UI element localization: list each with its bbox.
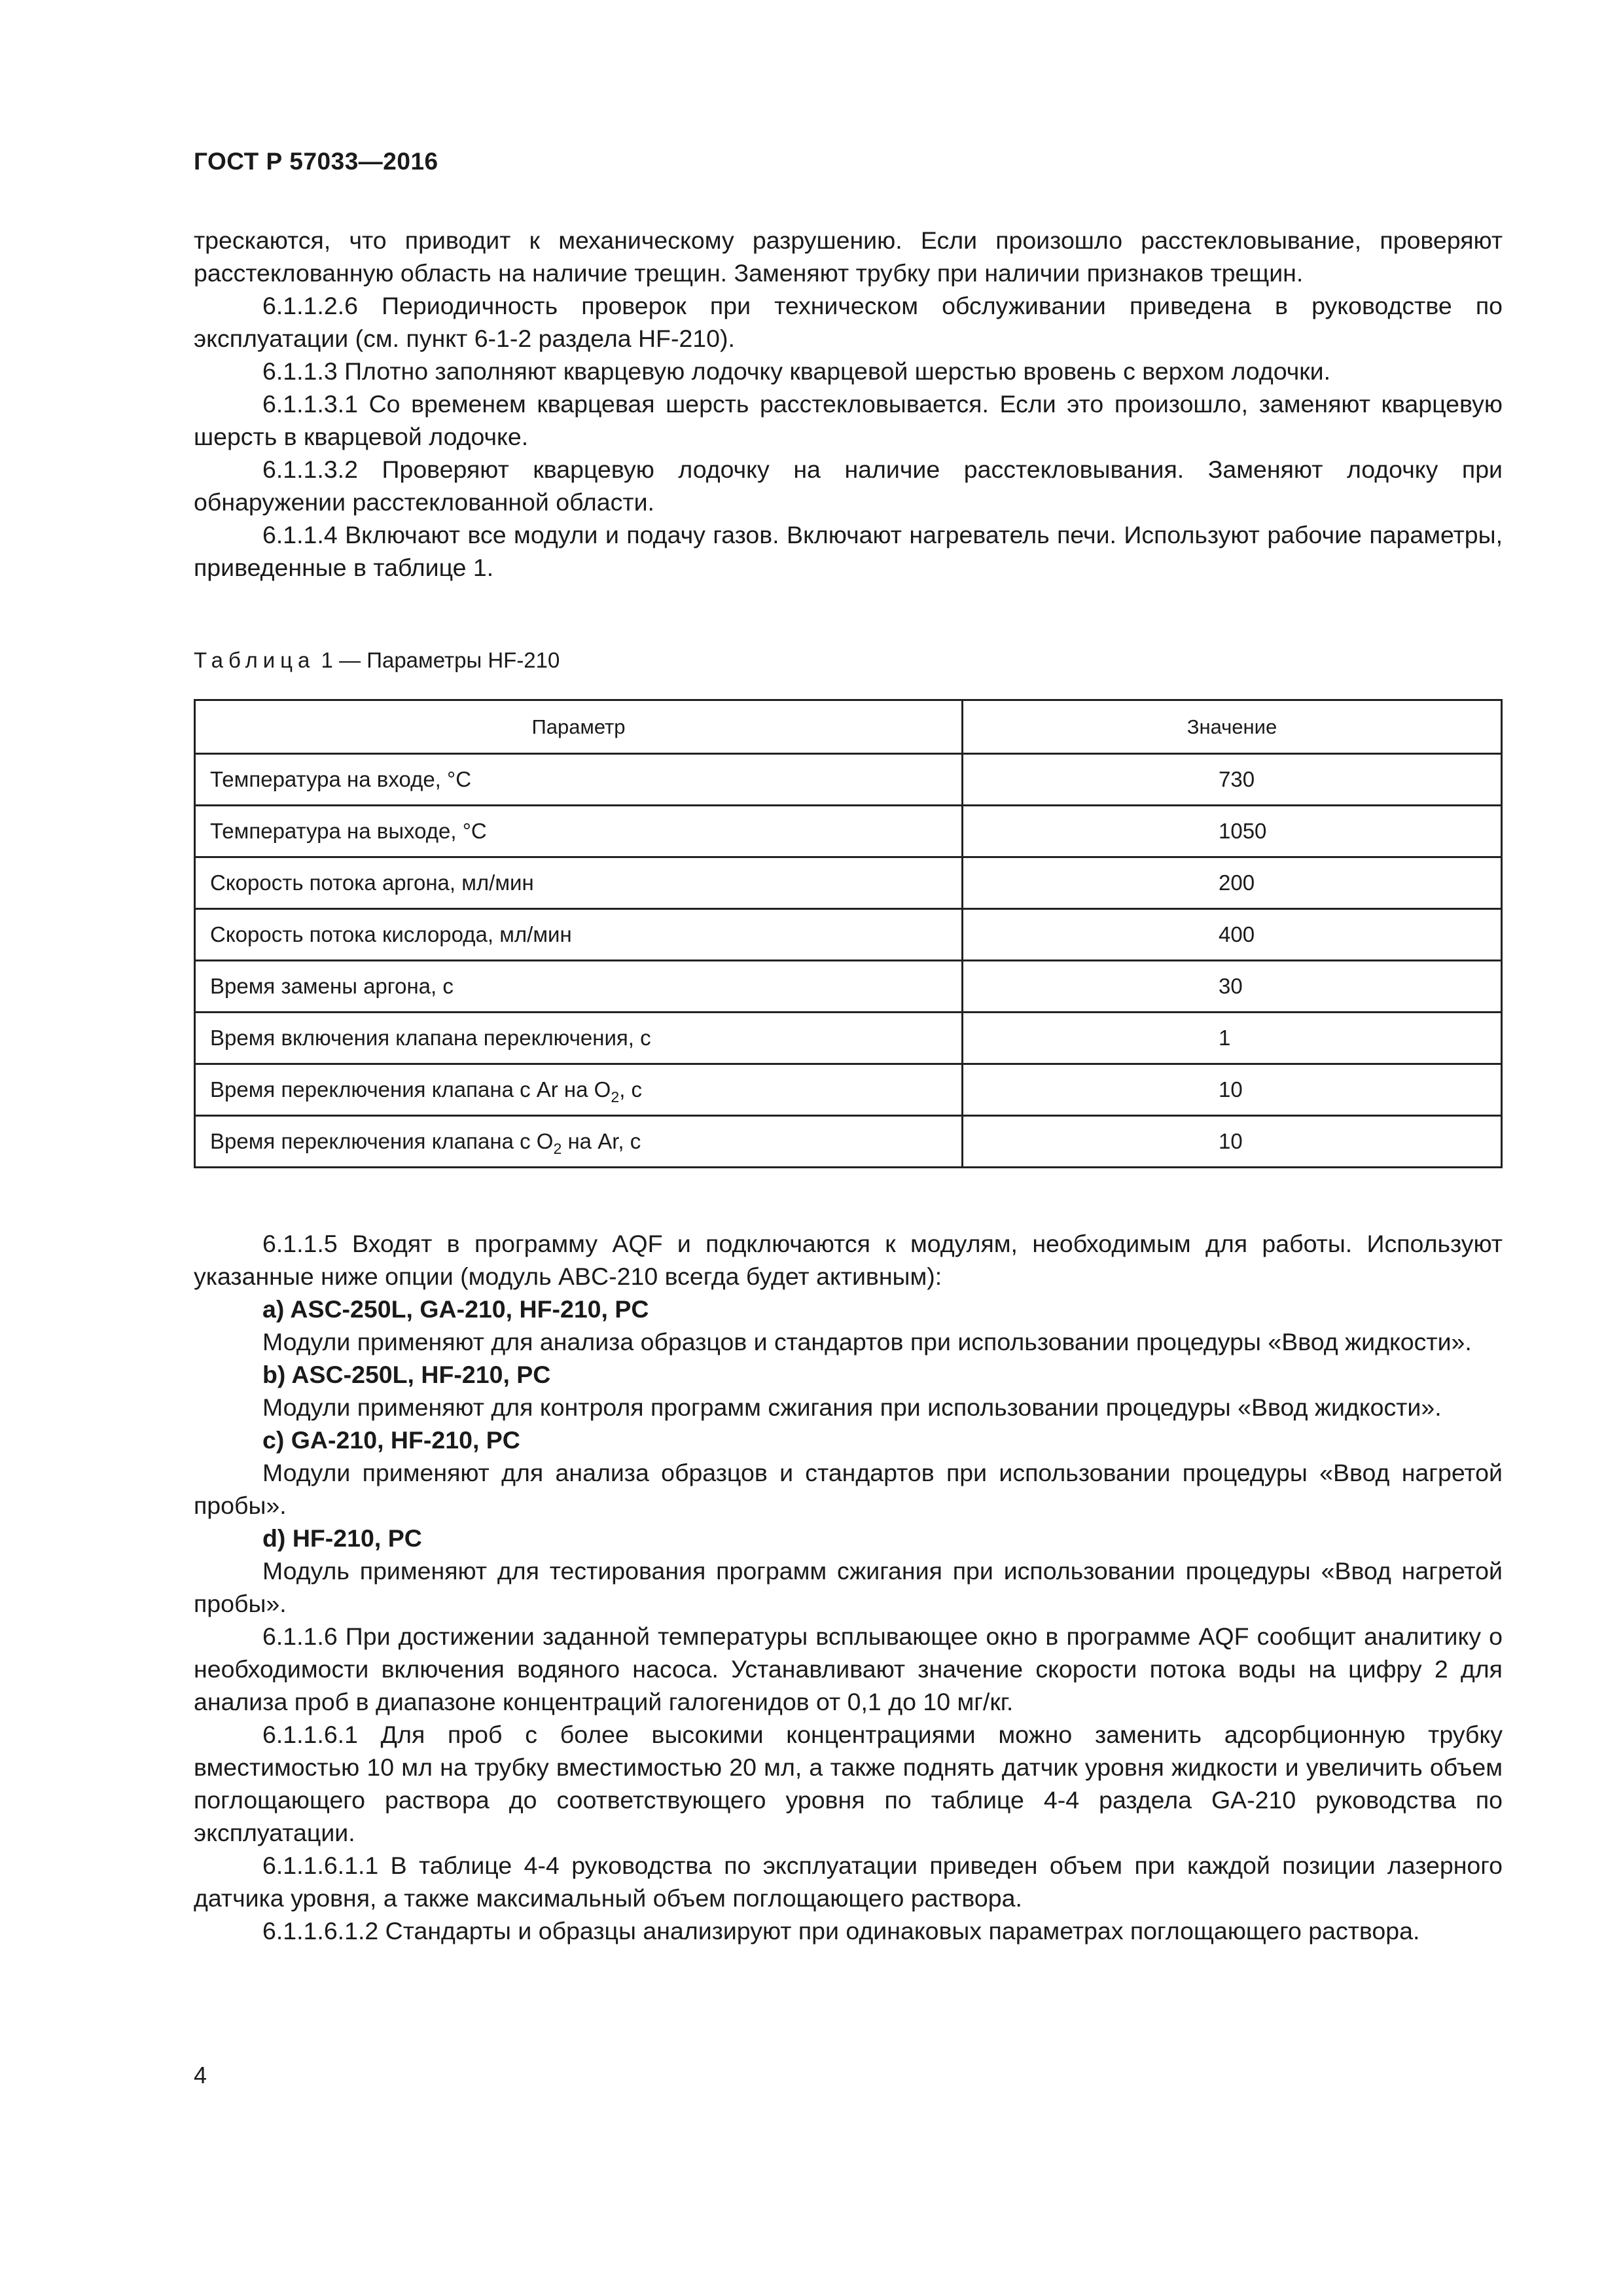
paragraph: 6.1.1.2.6 Периодичность проверок при техническом обслуживании приведена в руководстве по эксплуатации (см. пункт 6-1-2 раздела HF-210). [194,292,1503,352]
paragraph: Модули применяют для контроля программ сжигания при использовании процедуры «Ввод жидкости». [262,1393,1442,1421]
param-cell: Скорость потока кислорода, мл/мин [195,909,963,961]
paragraph: 6.1.1.6 При достижении заданной температуры всплывающее окно в программе AQF сообщит аналитику о необходимости включения водяного насоса. Устанавливают значение скорости потока воды на цифру 2 для анализа проб в диапазоне концентраций галогенидов от 0,1 до 10 мг/кг. [194,1623,1503,1715]
table-row [195,754,1502,806]
value-cell: 1050 [963,806,1502,857]
table-row [195,1013,1502,1064]
param-cell [195,1064,963,1116]
paragraph: 6.1.1.6.1.2 Стандарты и образцы анализируют при одинаковых параметрах поглощающего раствора. [262,1917,1420,1945]
table-row [195,806,1502,857]
paragraph: 6.1.1.3 Плотно заполняют кварцевую лодочку кварцевой шерстью вровень с верхом лодочки. [262,357,1331,385]
table-header-row [195,700,1502,754]
column-header-parameter: Параметр [195,700,963,754]
param-cell: Время включения клапана переключения, с [195,1013,963,1064]
body-text-bottom [194,1227,1503,1947]
table-row [195,961,1502,1013]
table-caption [194,648,560,673]
value-cell: 10 [963,1064,1502,1116]
column-header-value: Значение [963,700,1502,754]
paragraph: 6.1.1.3.1 Со временем кварцевая шерсть расстекловывается. Если это произошло, заменяют кварцевую шерсть в кварцевой лодочке. [194,390,1503,450]
option-heading: d) HF-210, PC [262,1524,422,1552]
value-cell: 30 [963,961,1502,1013]
param-cell: Скорость потока аргона, мл/мин [195,857,963,909]
body-text-top [194,224,1503,584]
param-cell: Температура на входе, °С [195,754,963,806]
table-row [195,909,1502,961]
param-text: Время переключения клапана с Ar на O [210,1077,611,1102]
parameters-table [194,699,1503,1168]
paragraph: 6.1.1.3.2 Проверяют кварцевую лодочку на наличие расстекловывания. Заменяют лодочку при обнаружении расстеклованной области. [194,456,1503,516]
value-cell: 200 [963,857,1502,909]
paragraph: Модуль применяют для тестирования программ сжигания при использовании процедуры «Ввод нагретой пробы». [194,1557,1503,1617]
param-cell [195,1116,963,1168]
table-row [195,857,1502,909]
option-heading: b) ASC-250L, HF-210, PC [262,1361,551,1388]
param-text: Время переключения клапана с O [210,1129,554,1153]
value-cell: 1 [963,1013,1502,1064]
paragraph: Модули применяют для анализа образцов и стандартов при использовании процедуры «Ввод жидкости». [262,1328,1472,1355]
subscript: 2 [553,1140,562,1158]
paragraph: 6.1.1.5 Входят в программу AQF и подключаются к модулям, необходимым для работы. Используют указанные ниже опции (модуль ABC-210 всегда будет активным): [194,1230,1503,1290]
document-header: ГОСТ Р 57033—2016 [194,148,438,175]
paragraph: трескаются, что приводит к механическому разрушению. Если произошло расстекловывание, проверяют расстеклованную область на наличие трещин. Заменяют трубку при наличии признаков трещин. [194,226,1503,287]
paragraph: 6.1.1.4 Включают все модули и подачу газов. Включают нагреватель печи. Используют рабочие параметры, приведенные в таблице 1. [194,521,1503,581]
value-cell: 730 [963,754,1502,806]
page-number: 4 [194,2062,207,2089]
table-caption-title: 1 — Параметры HF-210 [315,648,560,672]
table-row [195,1116,1502,1168]
param-text: на Ar, с [562,1129,641,1153]
option-heading: c) GA-210, HF-210, PC [262,1426,520,1454]
value-cell: 10 [963,1116,1502,1168]
param-cell: Время замены аргона, с [195,961,963,1013]
value-cell: 400 [963,909,1502,961]
option-heading: a) ASC-250L, GA-210, HF-210, PC [262,1295,649,1323]
subscript: 2 [611,1088,620,1106]
paragraph: 6.1.1.6.1 Для проб с более высокими концентрациями можно заменить адсорбционную трубку вместимостью 10 мл на трубку вместимостью 20 мл, а также поднять датчик уровня жидкости и увеличить объем поглощающего раствора до соответствующего уровня по таблице 4-4 раздела GA-210 руководства по эксплуатации. [194,1721,1503,1846]
param-cell: Температура на выходе, °С [195,806,963,857]
param-text: , с [619,1077,643,1102]
paragraph: 6.1.1.6.1.1 В таблице 4-4 руководства по эксплуатации приведен объем при каждой позиции лазерного датчика уровня, а также максимальный объем поглощающего раствора. [194,1852,1503,1912]
table-caption-word: Таблица [194,648,315,672]
table-row [195,1064,1502,1116]
paragraph: Модули применяют для анализа образцов и стандартов при использовании процедуры «Ввод нагретой пробы». [194,1459,1503,1519]
